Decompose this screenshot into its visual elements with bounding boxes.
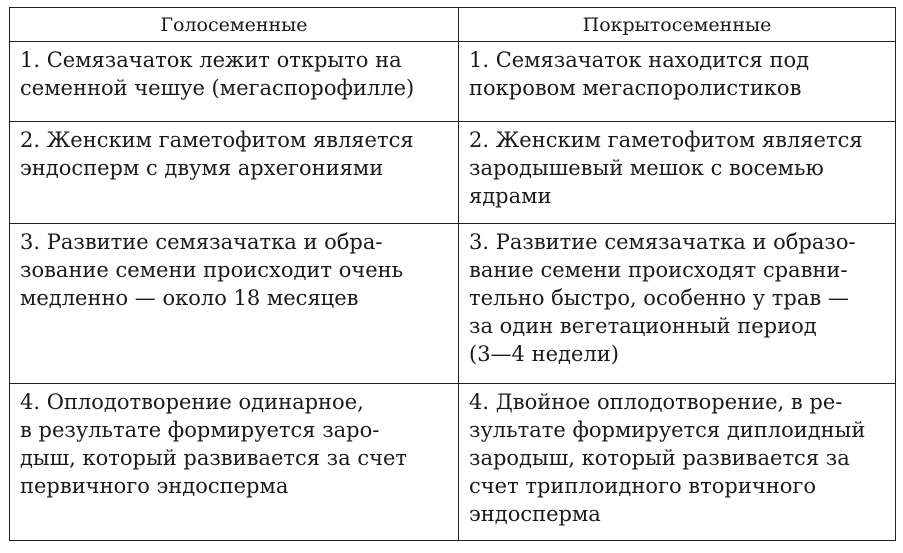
cell-line: семенной чешуе (мегаспорофилле) [20,76,415,100]
header-angiosperms: Покрытосеменные [459,8,896,42]
angiosperms-cell [459,122,896,224]
table-row [10,42,896,122]
table-row [10,384,896,541]
gymnosperms-cell [10,42,459,122]
table-row [10,122,896,224]
cell-line: покровом мегаспоролистиков [469,76,802,100]
cell-line: 4. Оплодотворение одинарное, [20,390,364,414]
angiosperms-cell [459,224,896,384]
cell-line: медленно — около 18 месяцев [20,286,359,310]
cell-line: зародышевый мешок с восемью [469,156,824,180]
header-row [10,8,896,42]
cell-line: ядрами [469,184,552,208]
cell-line: 4. Двойное оплодотворение, в ре- [469,390,843,414]
cell-line: в результате формируется заро- [20,418,380,442]
cell-line: (3—4 недели) [469,342,619,366]
cell-line: 1. Семязачаток находится под [469,48,810,72]
cell-line: зование семени происходит очень [20,258,404,282]
cell-line: 1. Семязачаток лежит открыто на [20,48,402,72]
gymnosperms-cell [10,384,459,541]
angiosperms-cell [459,384,896,541]
cell-line: зультате формируется диплоидный [469,418,866,442]
cell-line: вание семени происходят сравни- [469,258,848,282]
gymnosperms-cell [10,224,459,384]
cell-line: эндосперм с двумя архегониями [20,156,384,180]
cell-line: первичного эндосперма [20,474,289,498]
cell-line: дыш, который развивается за счет [20,446,408,470]
cell-line: 3. Развитие семязачатка и обра- [20,230,383,254]
cell-line: за один вегетационный период [469,314,817,338]
header-gymnosperms: Голосеменные [10,8,459,42]
table-row [10,224,896,384]
cell-line: зародыш, который развивается за [469,446,850,470]
cell-line: 2. Женским гаметофитом является [20,128,414,152]
angiosperms-cell [459,42,896,122]
cell-line: 3. Развитие семязачатка и образо- [469,230,856,254]
cell-line: тельно быстро, особенно у трав — [469,286,849,310]
cell-line: счет триплоидного вторичного [469,474,816,498]
cell-line: эндосперма [469,502,601,526]
gymnosperms-cell [10,122,459,224]
cell-line: 2. Женским гаметофитом является [469,128,863,152]
comparison-table [9,7,896,541]
